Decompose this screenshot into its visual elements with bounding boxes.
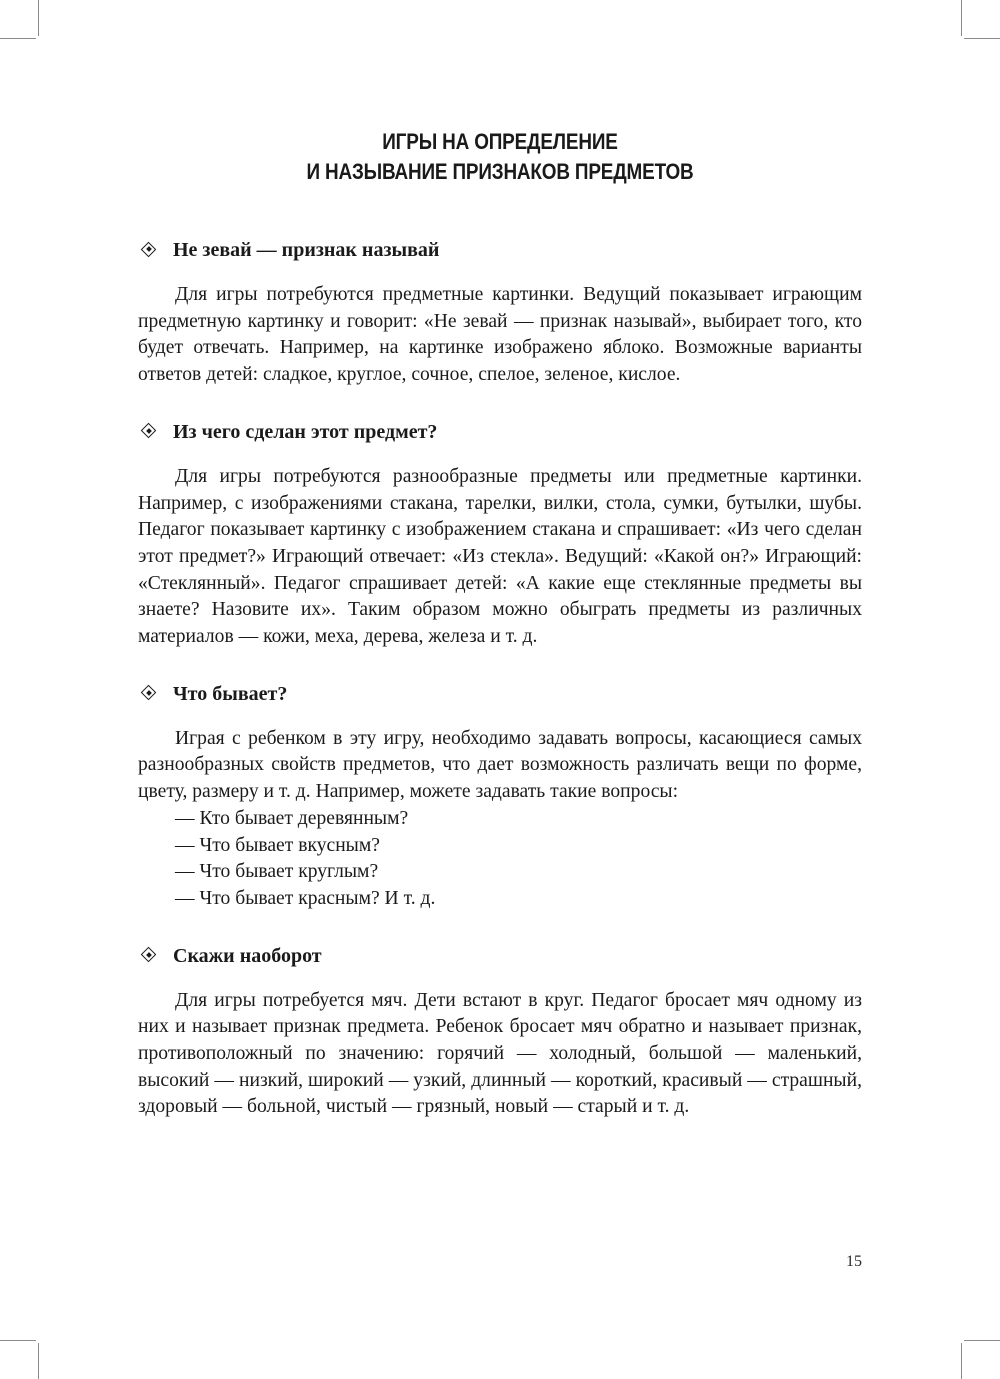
section-paragraph: Играя с ребенком в эту игру, необходимо задавать вопросы, касающиеся самых разнообразных свойств предметов, что дает возможность различать вещи по форме, цвету, размеру и т. д. Например, можете задавать такие вопросы: <box>138 727 862 803</box>
section-paragraph: Для игры потребуются предметные картинки. Ведущий показывает играющим предметную картинку и говорит: «Не зевай — признак называй», выбирает того, кто будет отвечать. Например, на картинке изображено яблоко. Возможные варианты ответов детей: сладкое, круглое, сочное, спелое, зеленое, кислое. <box>138 284 862 386</box>
page-number: 15 <box>846 1253 862 1270</box>
crop-mark-bottom-right <box>961 1343 962 1379</box>
crop-mark-bottom-left-h <box>0 1340 36 1341</box>
section-paragraph: Для игры потребуются разнообразные предметы или предметные картинки. Например, с изображениями стакана, тарелки, вилки, стола, сумки, бутылки, шубы. Педагог показывает картинку с изображением стакана и спрашивает: «Из чего сделан этот предмет?» Играющий отвечает: «Из стекла». Ведущий: «Какой он?» Играющий: «Стеклянный». Педагог спрашивает детей: «А какие еще стеклянные предметы вы знаете? Назовите их». Таким образом можно обыграть предметы из различных материалов — кожи, меха, дерева, железа и т. д. <box>138 465 862 648</box>
section-heading-text: Не зевай — признак называй <box>173 239 440 261</box>
page-title <box>70 127 930 187</box>
list-item: — Что бывает вкусным? <box>175 834 380 856</box>
crop-mark-bottom-right-h <box>964 1340 1000 1341</box>
crop-mark-bottom-left <box>38 1343 39 1379</box>
list-item: — Что бывает круглым? <box>175 861 379 883</box>
section-heading-text: Что бывает? <box>173 682 288 705</box>
crop-mark-top-left-h <box>0 38 36 39</box>
section-heading-text: Скажи наоборот <box>173 944 322 967</box>
crop-mark-top-right-h <box>964 38 1000 39</box>
diamond-bullet-icon <box>142 948 157 963</box>
page-content <box>138 236 862 1121</box>
diamond-bullet-icon <box>142 424 157 439</box>
section-heading <box>138 942 862 970</box>
section-chto-byvaet <box>138 680 862 913</box>
page-title-line-1: ИГРЫ НА ОПРЕДЕЛЕНИЕ <box>382 129 618 154</box>
section-heading <box>138 680 862 708</box>
section-ne-zevai <box>138 236 862 389</box>
list-item: — Что бывает красным? И т. д. <box>175 887 436 909</box>
section-skazhi-naoborot <box>138 942 862 1122</box>
list-item: — Кто бывает деревянным? <box>175 807 409 829</box>
section-paragraph: Для игры потребуется мяч. Дети встают в круг. Педагог бросает мяч одному из них и называет признак предмета. Ребенок бросает мяч обратно и называет признак, противоположный по значению: горячий — холодный, большой — маленький, высокий — низкий, широкий — узкий, длинный — короткий, красивый — страшный, здоровый — больной, чистый — грязный, новый — старый и т. д. <box>138 989 862 1118</box>
diamond-bullet-icon <box>142 243 157 258</box>
section-heading <box>138 418 862 446</box>
page-title-line-2: И НАЗЫВАНИЕ ПРИЗНАКОВ ПРЕДМЕТОВ <box>306 159 694 184</box>
section-iz-chego-sdelan <box>138 418 862 651</box>
crop-mark-top-right <box>961 0 962 36</box>
diamond-bullet-icon <box>142 686 157 701</box>
question-list <box>138 806 862 913</box>
section-heading <box>138 236 862 264</box>
crop-mark-top-left <box>38 0 39 36</box>
section-heading-text: Из чего сделан этот предмет? <box>173 420 438 443</box>
